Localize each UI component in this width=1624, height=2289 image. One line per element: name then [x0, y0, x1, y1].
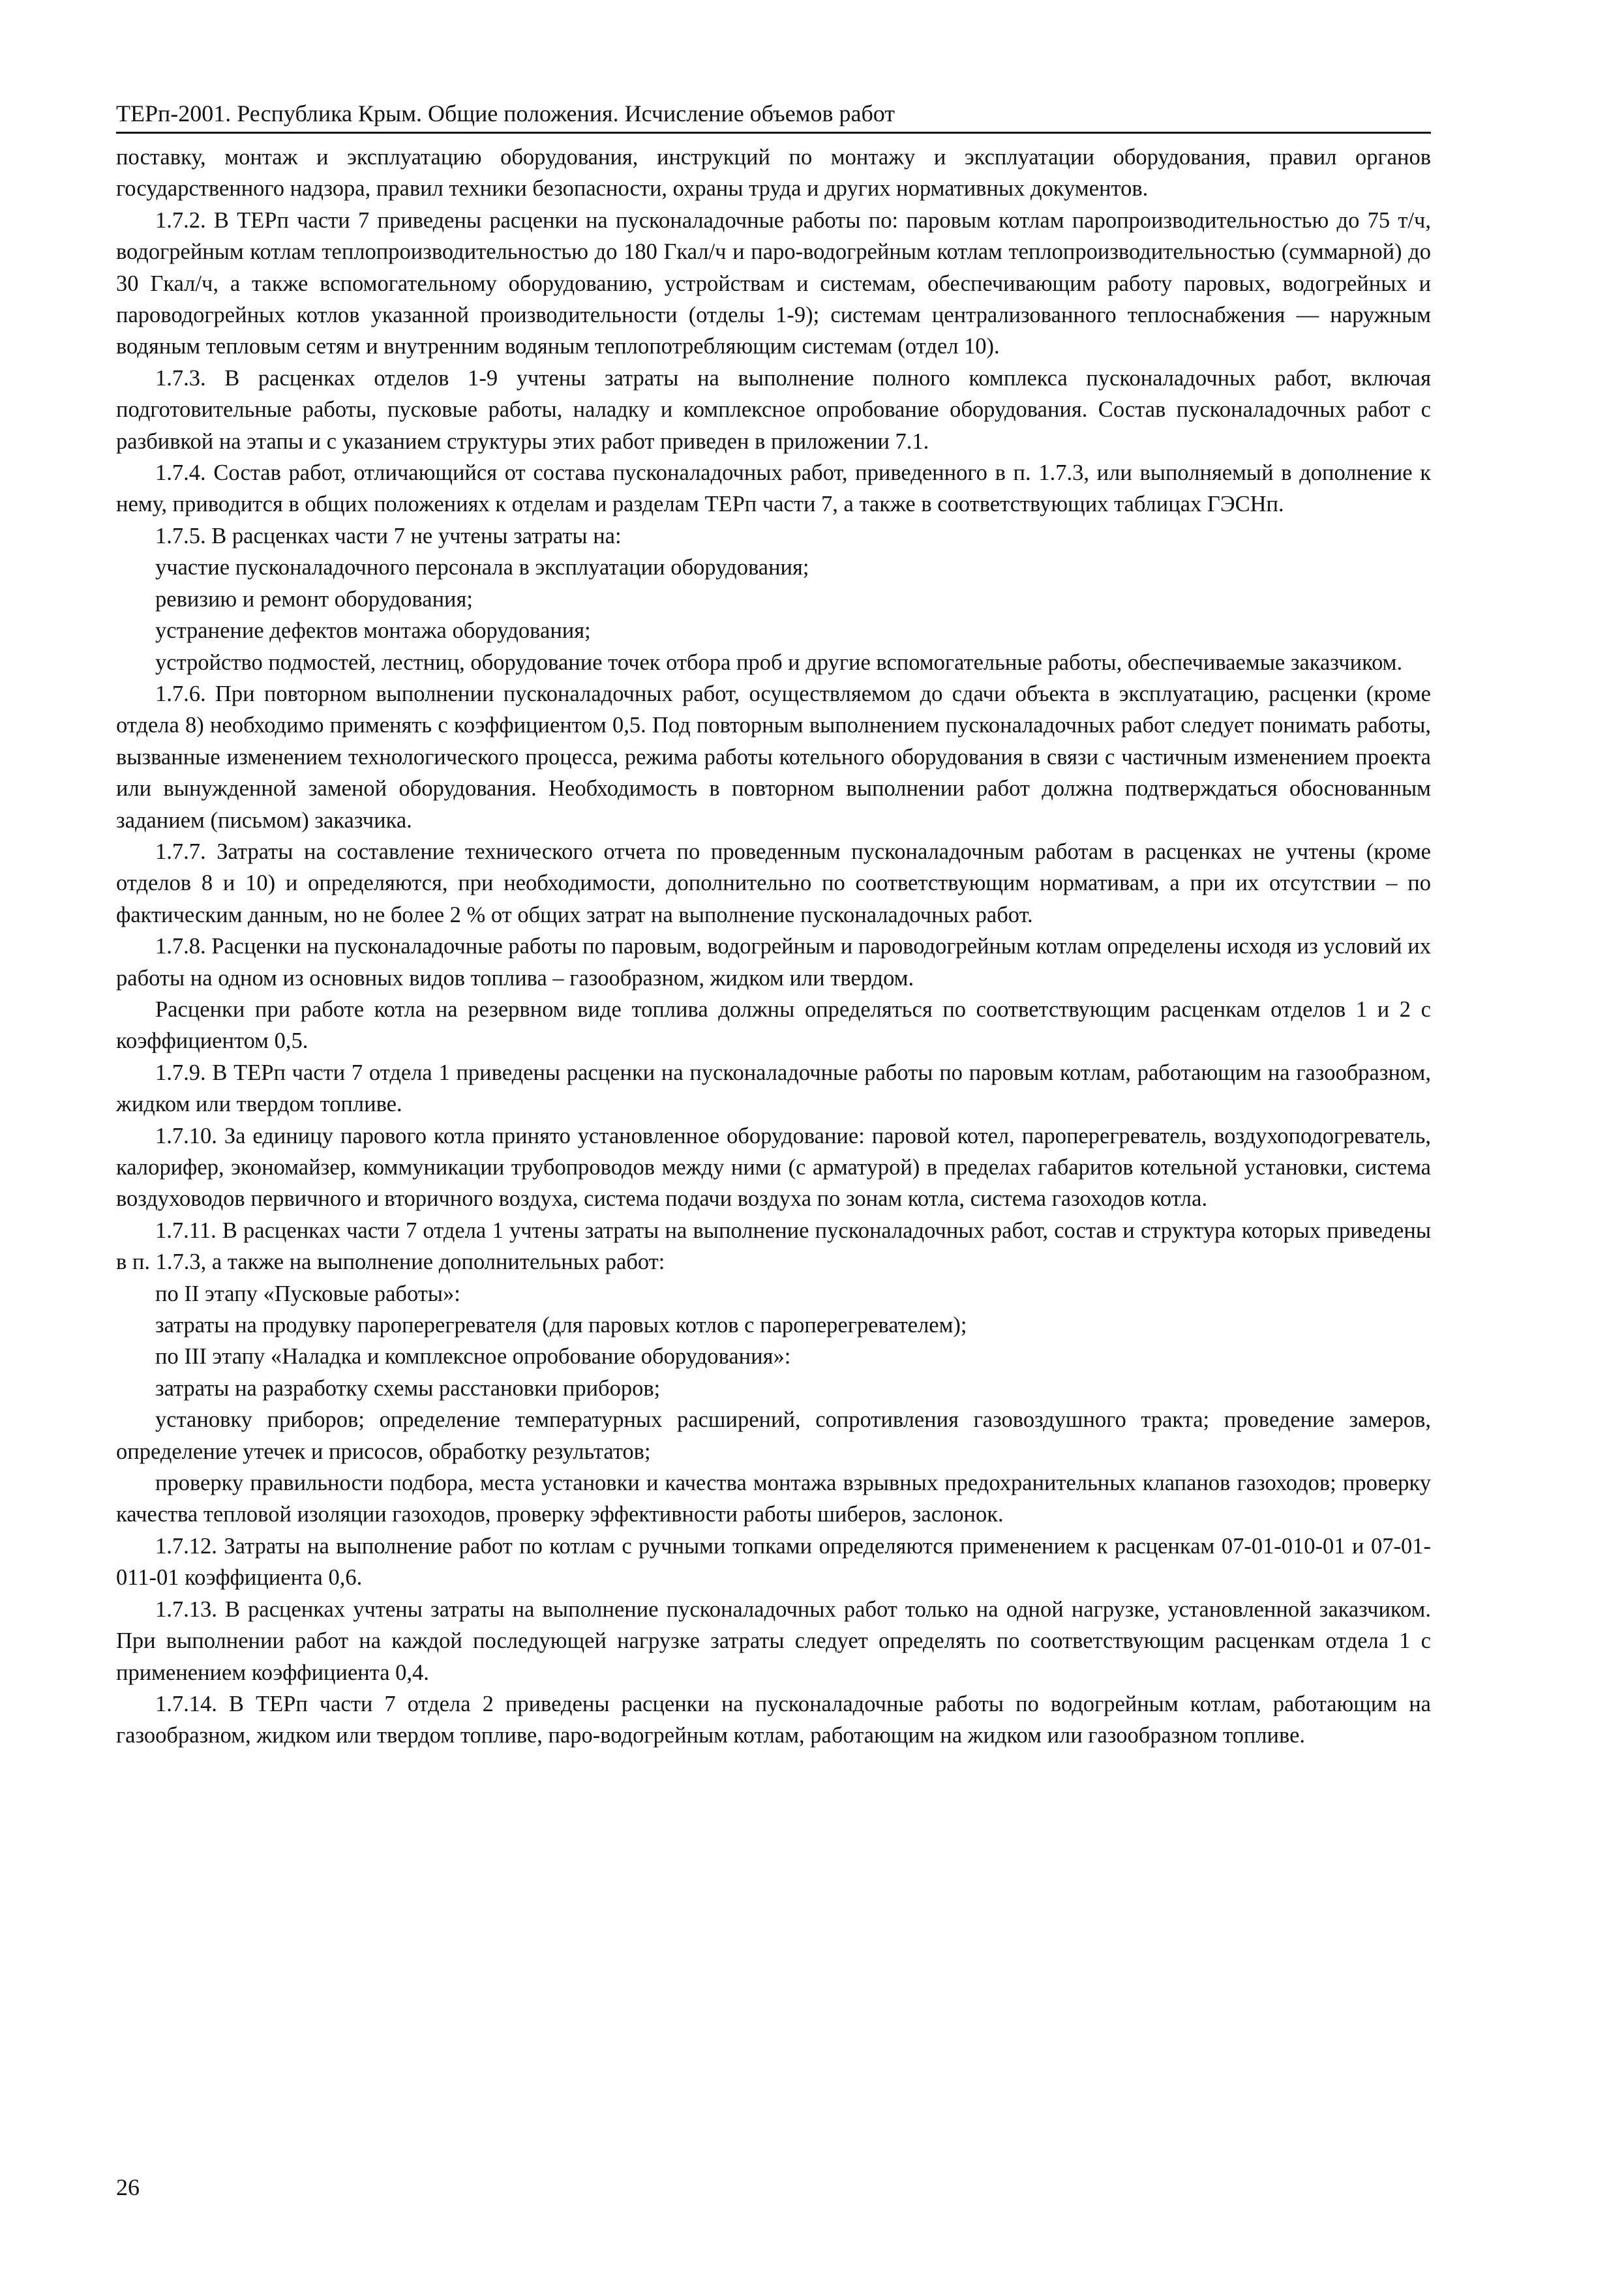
list-item: ревизию и ремонт оборудования;: [155, 586, 473, 612]
list-item: устранение дефектов монтажа оборудования;: [155, 618, 591, 644]
list-item: установку приборов; определение температурных расширений, сопротивления газовоздушного тракта; проведение замеров, определение утечек и присосов, обработку результатов;: [116, 1407, 1431, 1464]
paragraph-1-7-7: 1.7.7. Затраты на составление технического отчета по проведенным пусконаладочным работам в расценках не учтены (кроме отделов 8 и 10) и определяются, при необходимости, дополнительно по соответствующим нормативам, а при их отсутствии – по фактическим данным, но не более 2 % от общих затрат на выполнение пусконаладочных работ.: [116, 839, 1431, 927]
paragraph-1-7-6: 1.7.6. При повторном выполнении пусконаладочных работ, осуществляемом до сдачи объекта в эксплуатацию, расценки (кроме отдела 8) необходимо применять с коэффициентом 0,5. Под повторным выполнением пусконаладочных работ следует понимать работы, вызванные изменением технологического процесса, режима работы котельного оборудования в связи с частичным изменением проекта или вынужденной заменой оборудования. Необходимость в повторном выполнении работ должна подтверждаться обоснованным заданием (письмом) заказчика.: [116, 681, 1431, 833]
running-header: ТЕРп-2001. Республика Крым. Общие положения. Исчисление объемов работ: [116, 98, 1431, 134]
paragraph-1-7-4: 1.7.4. Состав работ, отличающийся от состава пусконаладочных работ, приведенного в п. 1.7.3, или выполняемый в дополнение к нему, приводится в общих положениях к отделам и разделам ТЕРп части 7, а также в соответствующих таблицах ГЭСНп.: [116, 460, 1431, 517]
list-item: устройство подмостей, лестниц, оборудование точек отбора проб и другие вспомогательные работы, обеспечиваемые заказчиком.: [155, 650, 1403, 675]
paragraph-1-7-10: 1.7.10. За единицу парового котла принято установленное оборудование: паровой котел, пароперегреватель, воздухоподогреватель, калорифер, экономайзер, коммуникации трубопроводов между ними (с арматурой) в пределах габаритов котельной установки, система воздуховодов первичного и вторичного воздуха, система подачи воздуха по зонам котла, система газоходов котла.: [116, 1123, 1431, 1212]
body-text: [116, 142, 1431, 1752]
paragraph-1-7-14: 1.7.14. В ТЕРп части 7 отдела 2 приведены расценки на пусконаладочные работы по водогрейным котлам, работающим на газообразном, жидком или твердом топливе, паро-водогрейным котлам, работающим на жидком или газообразном топливе.: [116, 1691, 1431, 1748]
page-number: 26: [116, 2174, 140, 2200]
paragraph-reserve-fuel: Расценки при работе котла на резервном виде топлива должны определяться по соответствующим расценкам отделов 1 и 2 с коэффициентом 0,5.: [116, 996, 1431, 1054]
list-item: по III этапу «Наладка и комплексное опробование оборудования»:: [155, 1344, 791, 1369]
list-item: проверку правильности подбора, места установки и качества монтажа взрывных предохранительных клапанов газоходов; проверку качества тепловой изоляции газоходов, проверку эффективности работы шиберов, заслонок.: [116, 1471, 1431, 1527]
paragraph-1-7-13: 1.7.13. В расценках учтены затраты на выполнение пусконаладочных работ только на одной нагрузке, установленной заказчиком. При выполнении работ на каждой последующей нагрузке затраты следует определять по соответствующим расценкам отдела 1 с применением коэффициента 0,4.: [116, 1596, 1431, 1685]
list-item: затраты на продувку пароперегревателя (для паровых котлов с пароперегревателем);: [155, 1313, 967, 1338]
paragraph-1-7-2: 1.7.2. В ТЕРп части 7 приведены расценки на пусконаладочные работы по: паровым котлам паропроизводительностью до 75 т/ч, водогрейным котлам теплопроизводительностью до 180 Гкал/ч и паро-водогрейным котлам теплопроизводительностью (суммарной) до 30 Гкал/ч, а также вспомогательному оборудованию, устройствам и системам, обеспечивающим работу паровых, водогрейных и пароводогрейных котлов указанной производительности (отделы 1-9); системам централизованного теплоснабжения — наружным водяным тепловым сетям и внутренним водяным теплопотребляющим системам (отдел 10).: [116, 207, 1431, 359]
paragraph-1-7-9: 1.7.9. В ТЕРп части 7 отдела 1 приведены расценки на пусконаладочные работы по паровым котлам, работающим на газообразном, жидком или твердом топливе.: [116, 1060, 1431, 1117]
list-item: по II этапу «Пусковые работы»:: [155, 1281, 460, 1306]
paragraph-1-7-8: 1.7.8. Расценки на пусконаладочные работы по паровым, водогрейным и пароводогрейным котлам определены исходя из условий их работы на одном из основных видов топлива – газообразном, жидком или твердом.: [116, 934, 1431, 991]
paragraph-1-7-12: 1.7.12. Затраты на выполнение работ по котлам с ручными топками определяются применением к расценкам 07-01-010-01 и 07-01-011-01 коэффициента 0,6.: [116, 1533, 1431, 1591]
paragraph-1-7-5: 1.7.5. В расценках части 7 не учтены затраты на:: [155, 523, 622, 548]
document-page: [116, 98, 1431, 2224]
paragraph-1-7-11: 1.7.11. В расценках части 7 отдела 1 учтены затраты на выполнение пусконаладочных работ, состав и структура которых приведены в п. 1.7.3, а также на выполнение дополнительных работ:: [116, 1218, 1431, 1275]
paragraph-continuation: поставку, монтаж и эксплуатацию оборудования, инструкций по монтажу и эксплуатации оборудования, правил органов государственного надзора, правил техники безопасности, охраны труда и других нормативных документов.: [116, 145, 1431, 202]
list-item: участие пусконаладочного персонала в эксплуатации оборудования;: [155, 555, 809, 580]
paragraph-1-7-3: 1.7.3. В расценках отделов 1-9 учтены затраты на выполнение полного комплекса пусконаладочных работ, включая подготовительные работы, пусковые работы, наладку и комплексное опробование оборудования. Состав пусконаладочных работ с разбивкой на этапы и с указанием структуры этих работ приведен в приложении 7.1.: [116, 365, 1431, 454]
list-item: затраты на разработку схемы расстановки приборов;: [155, 1375, 661, 1401]
